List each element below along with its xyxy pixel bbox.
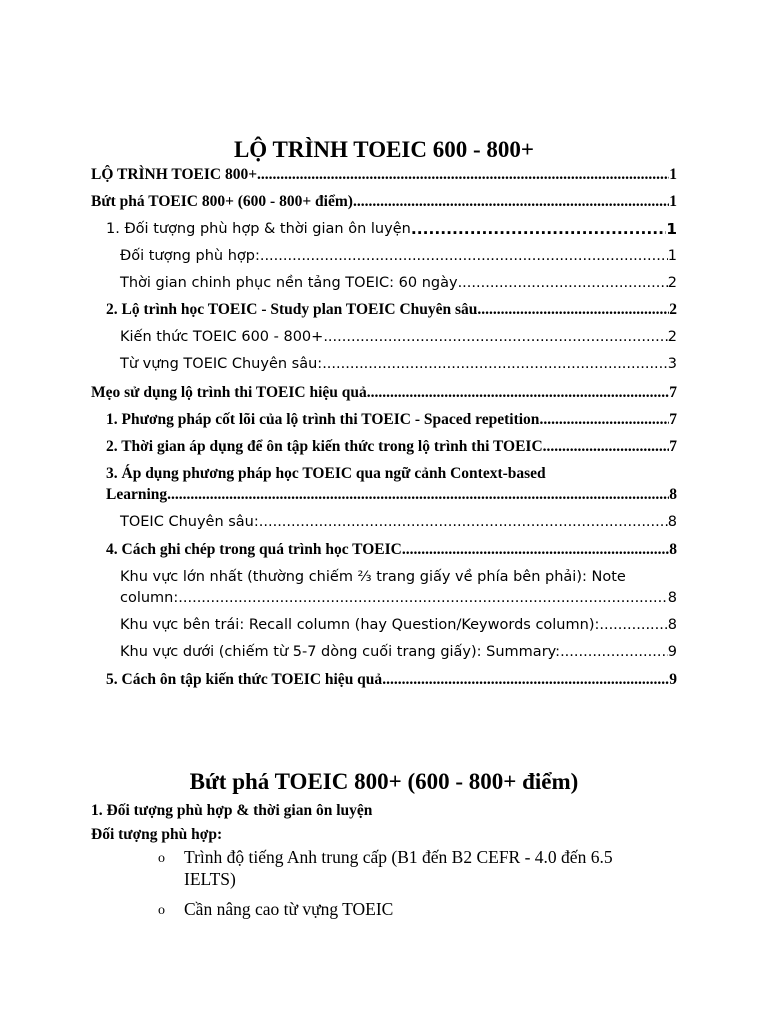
toc-leader-dots bbox=[367, 383, 669, 403]
toc-entry[interactable] bbox=[120, 642, 677, 662]
section-label: Đối tượng phù hợp: bbox=[91, 826, 223, 843]
toc-entry-text: TOEIC Chuyên sâu: bbox=[120, 514, 259, 530]
toc-entry[interactable] bbox=[106, 300, 677, 320]
toc-entry[interactable] bbox=[120, 246, 677, 266]
toc-leader-dots bbox=[323, 327, 667, 347]
toc-page-number: 8 bbox=[669, 486, 677, 503]
toc-entry-text: 1. Phương pháp cốt lõi của lộ trình thi TOEIC - Spaced repetition bbox=[106, 411, 540, 428]
toc-entry[interactable] bbox=[106, 437, 677, 457]
toc-entry[interactable] bbox=[91, 383, 677, 403]
toc-entry[interactable] bbox=[106, 670, 677, 690]
toc-leader-dots bbox=[458, 273, 668, 293]
toc-entry-text: Mẹo sử dụng lộ trình thi TOEIC hiệu quả bbox=[91, 384, 367, 401]
toc-entry[interactable] bbox=[120, 273, 677, 293]
toc-entry-text: 2. Thời gian áp dụng để ôn tập kiến thức trong lộ trình thi TOEIC bbox=[106, 438, 543, 455]
toc-leader-dots bbox=[382, 670, 669, 690]
toc-page-number: 8 bbox=[667, 617, 677, 633]
bullet-item: Trình độ tiếng Anh trung cấp (B1 đến B2 CEFR - 4.0 đến 6.5 IELTS) bbox=[184, 847, 613, 889]
toc-entry-text: Đối tượng phù hợp: bbox=[120, 248, 260, 264]
toc-page-number: 1 bbox=[669, 193, 677, 210]
toc-entry-text: Khu vực dưới (chiếm từ 5-7 dòng cuối trang giấy): Summary: bbox=[120, 644, 561, 660]
toc-page-number: 3 bbox=[667, 356, 677, 372]
toc-entry-text: column: bbox=[120, 590, 179, 606]
toc-page-number: 8 bbox=[667, 514, 677, 530]
toc-leader-dots bbox=[599, 615, 667, 635]
toc-leader-dots bbox=[543, 437, 670, 457]
toc-page-number: 2 bbox=[667, 275, 677, 291]
bullet-circle-icon: o bbox=[158, 851, 165, 866]
toc-entry-text: 1. Đối tượng phù hợp & thời gian ôn luyện bbox=[106, 221, 411, 237]
toc-page-number: 9 bbox=[669, 671, 677, 688]
toc-leader-dots bbox=[178, 588, 668, 608]
toc-leader-dots bbox=[411, 219, 666, 239]
toc-page-number: 8 bbox=[667, 590, 677, 606]
toc-leader-dots bbox=[167, 485, 669, 505]
toc-page-number: 7 bbox=[669, 384, 677, 401]
toc-entry-text: 5. Cách ôn tập kiến thức TOEIC hiệu quả bbox=[106, 671, 383, 688]
toc-leader-dots bbox=[560, 642, 668, 662]
toc-entry[interactable] bbox=[91, 165, 677, 185]
toc-page-number: 7 bbox=[669, 411, 677, 428]
toc-entry[interactable] bbox=[106, 219, 677, 239]
bullet-circle-icon: o bbox=[158, 903, 165, 918]
toc-page-number: 1 bbox=[666, 220, 677, 238]
toc-page-number: 2 bbox=[667, 329, 677, 345]
toc-page-number: 1 bbox=[669, 166, 677, 183]
toc-leader-dots bbox=[259, 512, 668, 532]
toc-entry[interactable] bbox=[91, 192, 677, 212]
toc-entry[interactable] bbox=[106, 485, 677, 505]
toc-entry[interactable] bbox=[120, 327, 677, 347]
toc-entry-text: 2. Lộ trình học TOEIC - Study plan TOEIC Chuyên sâu bbox=[106, 301, 478, 318]
toc-entry-text: Kiến thức TOEIC 600 - 800+ bbox=[120, 329, 324, 345]
toc-page-number: 8 bbox=[669, 541, 677, 558]
toc-leader-dots bbox=[260, 246, 668, 266]
toc-leader-dots bbox=[477, 300, 669, 320]
toc-entry-text: Bứt phá TOEIC 800+ (600 - 800+ điểm) bbox=[91, 193, 353, 210]
toc-leader-dots bbox=[353, 192, 669, 212]
toc-entry-text: 4. Cách ghi chép trong quá trình học TOEIC bbox=[106, 541, 402, 558]
toc-entry-text: Thời gian chinh phục nền tảng TOEIC: 60 ngày bbox=[120, 275, 458, 291]
toc-leader-dots bbox=[402, 540, 669, 560]
toc-page-number: 1 bbox=[667, 248, 677, 264]
toc-entry-text: LỘ TRÌNH TOEIC 800+ bbox=[91, 166, 258, 183]
toc-entry[interactable] bbox=[120, 354, 677, 374]
bullet-item: Cần nâng cao từ vựng TOEIC bbox=[184, 899, 394, 919]
toc-entry-text: Từ vựng TOEIC Chuyên sâu: bbox=[120, 356, 323, 372]
toc-entry-text: Khu vực bên trái: Recall column (hay Question/Keywords column): bbox=[120, 617, 600, 633]
toc-leader-dots bbox=[322, 354, 668, 374]
toc-leader-dots bbox=[539, 410, 669, 430]
toc-entry[interactable] bbox=[120, 615, 677, 635]
toc-page-number: 7 bbox=[669, 438, 677, 455]
toc-entry-text-line1: Khu vực lớn nhất (thường chiếm ⅔ trang giấy về phía bên phải): Note bbox=[120, 569, 626, 585]
toc-entry-text-line1: 3. Áp dụng phương pháp học TOEIC qua ngữ cảnh Context-based bbox=[106, 465, 546, 482]
toc-entry[interactable] bbox=[120, 588, 677, 608]
section-title: Bứt phá TOEIC 800+ (600 - 800+ điểm) bbox=[189, 769, 579, 794]
document-title: LỘ TRÌNH TOEIC 600 - 800+ bbox=[233, 137, 535, 162]
toc-entry[interactable] bbox=[106, 540, 677, 560]
toc-page-number: 9 bbox=[667, 644, 677, 660]
toc-page-number: 2 bbox=[669, 301, 677, 318]
toc-entry-text: Learning bbox=[106, 486, 168, 503]
toc-entry[interactable] bbox=[120, 512, 677, 532]
section-subheading: 1. Đối tượng phù hợp & thời gian ôn luyện bbox=[91, 802, 373, 819]
toc-leader-dots bbox=[257, 165, 669, 185]
toc-entry[interactable] bbox=[106, 410, 677, 430]
